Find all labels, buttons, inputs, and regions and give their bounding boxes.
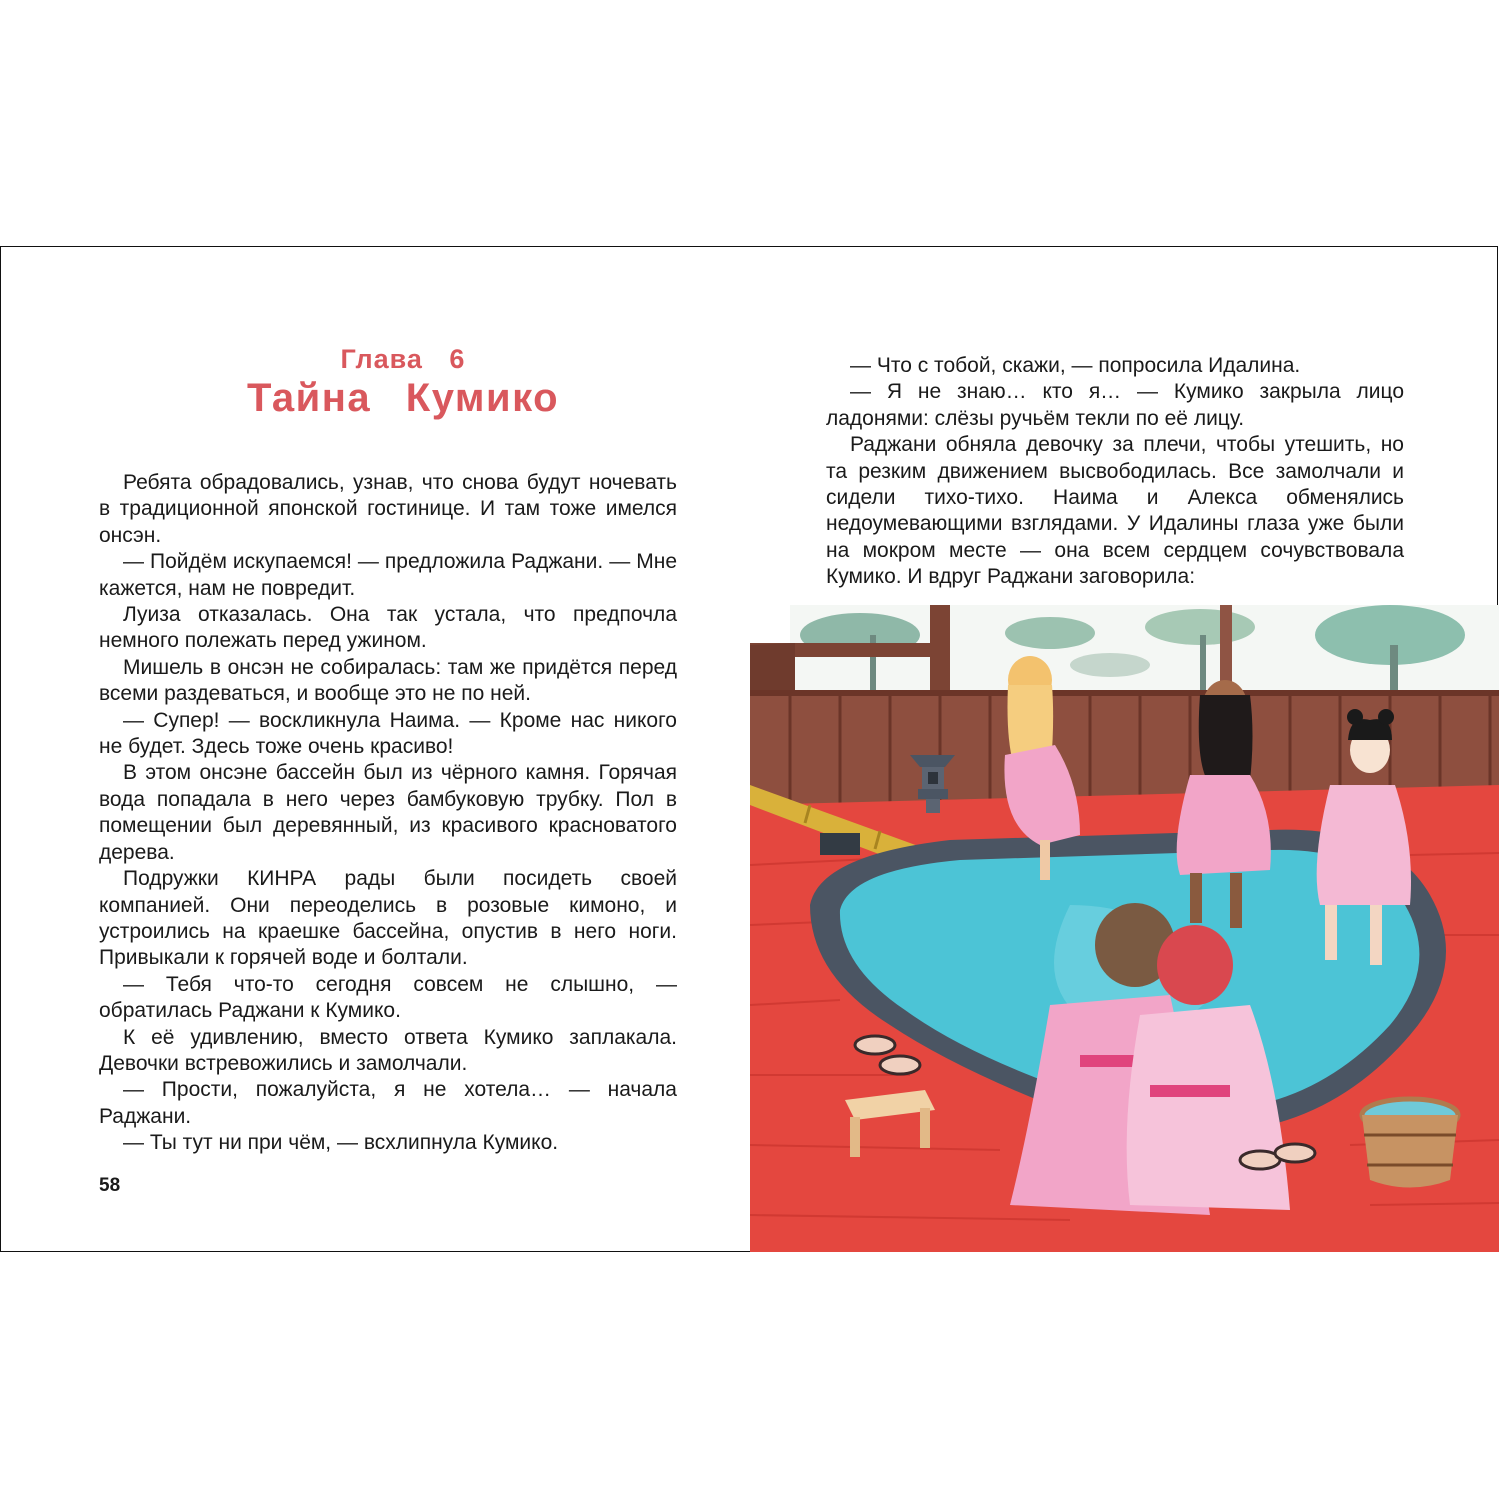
paragraph: Раджани обняла девочку за плечи, чтобы утешить, но та резким движением высвободилась. Все замолчали и сидели тихо-тихо. Наима и Алекса обменялись недоумевающими взглядами. У Идалины глаза уже были на мокром месте — она всем сердцем сочувствовала Кумико. И вдруг Раджани заговорила: xyxy=(826,433,1404,589)
paragraph: Ребята обрадовались, узнав, что снова будут ночевать в традиционной японской гостинице. И там тоже имелся онсэн. xyxy=(99,471,677,547)
paragraph: Мишель в онсэн не собиралась: там же придётся перед всеми раздеваться, и вообще это не по ней. xyxy=(99,655,677,706)
paragraph: Подружки КИНРА рады были посидеть своей компанией. Они переоделись в розовые кимоно, и устроились на краешке бассейна, опустив в него ноги. Привыкали к горячей воде и болтали. xyxy=(99,867,677,970)
right-page xyxy=(826,353,1404,591)
paragraph: — Что с тобой, скажи, — попросила Идалина. xyxy=(850,354,1301,377)
paragraph: — Я не знаю… кто я… — Кумико закрыла лицо ладонями: слёзы ручьём текли по её лицу. xyxy=(826,380,1404,430)
paragraph: — Ты тут ни при чём, — всхлипнула Кумико. xyxy=(123,1131,559,1155)
onsen-illustration xyxy=(750,605,1499,1252)
wooden-bucket xyxy=(1362,1099,1458,1188)
chapter-label: Глава 6 xyxy=(340,344,466,374)
paragraph: В этом онсэне бассейн был из чёрного камня. Горячая вода попадала в него через бамбуковую трубку. Пол в помещении был деревянный, из красивого красноватого дерева. xyxy=(99,761,677,864)
paragraph: — Супер! — воскликнула Наима. — Кроме нас никого не будет. Здесь тоже очень красиво! xyxy=(99,708,677,759)
paragraph: Луиза отказалась. Она так устала, что предпочла немного полежать перед ужином. xyxy=(99,603,677,653)
paragraph: — Прости, пожалуйста, я не хотела… — начала Раджани. xyxy=(99,1078,677,1128)
paragraph: — Тебя что-то сегодня совсем не слышно, — обратилась Раджани к Кумико. xyxy=(99,972,677,1023)
book-spread xyxy=(0,246,1498,1252)
chapter-title: Тайна Кумико xyxy=(246,376,560,420)
left-page xyxy=(99,342,677,1157)
paragraph: К её удивлению, вместо ответа Кумико заплакала. Девочки встревожились и замолчали. xyxy=(99,1025,677,1075)
page-number: 58 xyxy=(99,1175,121,1196)
right-page-text xyxy=(826,353,1404,591)
paragraph: — Пойдём искупаемся! — предложила Раджани. — Мне кажется, нам не повредит. xyxy=(99,550,677,600)
left-page-text xyxy=(99,470,677,1157)
